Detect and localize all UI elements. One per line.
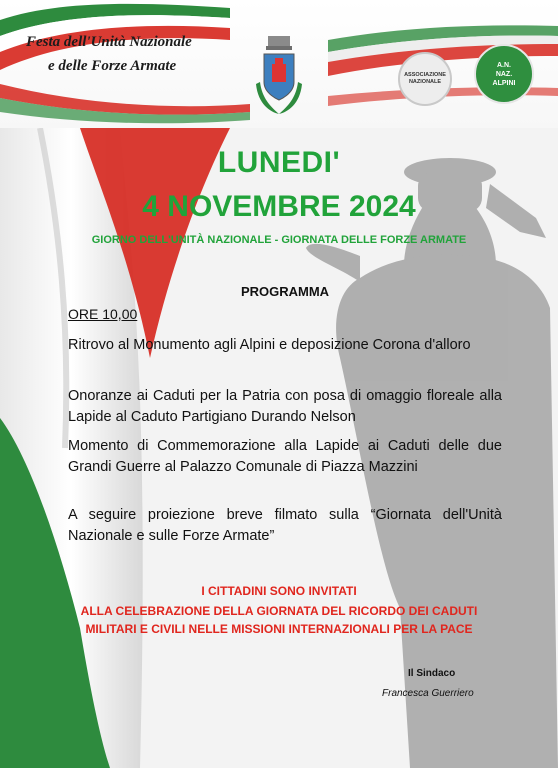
program-item-3: Momento di Commemorazione alla Lapide ai Caduti delle due Grandi Guerre al Palazzo Comunale di Piazza Mazzini	[68, 438, 502, 475]
municipal-crest-icon	[248, 34, 310, 122]
header-title-line2: e delle Forze Armate	[48, 58, 177, 74]
program-item-4: A seguire proiezione breve filmato sulla “Giornata dell'Unità Nazionale e sulle Forze Armate”	[68, 507, 502, 544]
associazione-badge	[398, 52, 452, 106]
signature-role: Il Sindaco	[408, 668, 456, 679]
header-banner	[0, 0, 558, 128]
alpini-badge-line1: A.N.	[496, 61, 511, 69]
alpini-badge-line3: ALPINI	[492, 79, 516, 87]
program-item-2: Onoranze ai Caduti per la Patria con posa di omaggio floreale alla Lapide al Caduto Partigiano Durando Nelson	[68, 388, 502, 425]
associazione-badge-text: ASSOCIAZIONE NAZIONALE	[404, 72, 446, 85]
signature-name: Francesca Guerriero	[382, 688, 474, 699]
alpini-badge-line2: NAZ.	[495, 70, 513, 78]
event-day: LUNEDI'	[217, 146, 341, 179]
alpini-badge	[474, 44, 534, 104]
invite-line-3: MILITARI E CIVILI NELLE MISSIONI INTERNAZIONALI PER LA PACE	[85, 622, 473, 636]
header-title-line1: Festa dell'Unità Nazionale	[26, 34, 192, 50]
event-date: 4 NOVEMBRE 2024	[142, 190, 416, 223]
event-subtitle: GIORNO DELL'UNITÀ NAZIONALE - GIORNATA DELLE FORZE ARMATE	[91, 234, 467, 246]
invite-line-2: ALLA CELEBRAZIONE DELLA GIORNATA DEL RICORDO DEI CADUTI	[80, 604, 478, 618]
program-time: ORE 10,00	[68, 306, 138, 322]
poster-body	[0, 128, 558, 768]
header-title	[26, 30, 226, 78]
program-heading: PROGRAMMA	[240, 284, 330, 299]
invite-line-1: I CITTADINI SONO INVITATI	[201, 584, 357, 598]
program-item-1: Ritrovo al Monumento agli Alpini e deposizione Corona d'alloro	[68, 337, 471, 353]
